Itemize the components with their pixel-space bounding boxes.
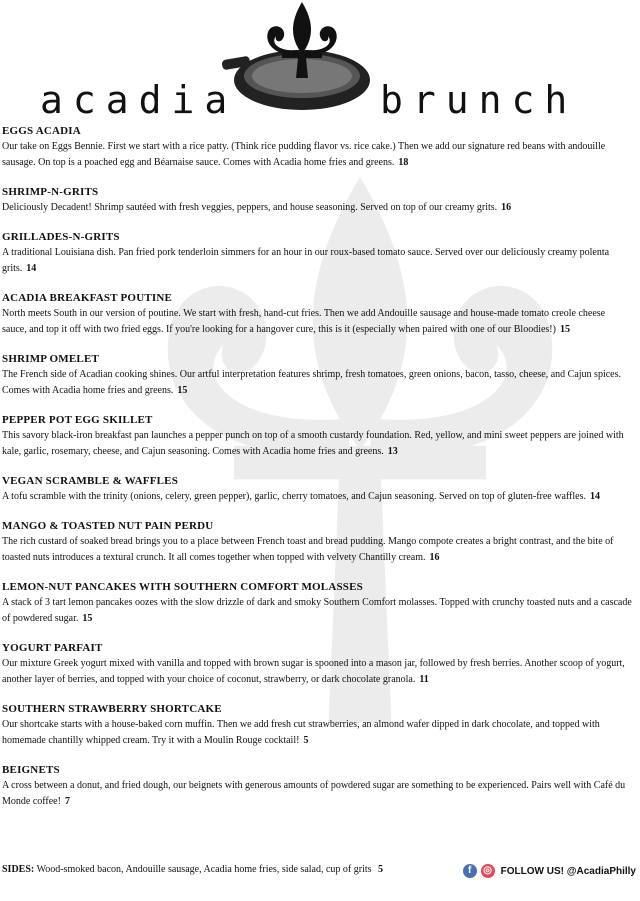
item-price: 5	[303, 735, 309, 746]
item-price: 14	[589, 491, 600, 502]
item-desc	[2, 656, 632, 688]
item-desc	[2, 428, 632, 460]
item-price: 15	[177, 385, 188, 396]
item-desc	[2, 534, 632, 566]
item-name: MANGO & TOASTED NUT PAIN PERDU	[2, 520, 214, 532]
menu-footer	[2, 864, 638, 884]
item-name: VEGAN SCRAMBLE & WAFFLES	[2, 475, 179, 487]
instagram-icon[interactable]	[481, 864, 495, 878]
instagram-glyph: ◎	[483, 865, 493, 876]
item-description: This savory black-iron breakfast pan launches a pepper punch on top of a smooth custardy foundation. Red, yellow, and mini sweet peppers are joined with kale, garlic, rosemary, cheese, and Cajun seasoning. Comes with Acadia home fries and greens.	[2, 430, 624, 457]
item-name: PEPPER POT EGG SKILLET	[2, 414, 153, 426]
facebook-icon[interactable]	[463, 864, 477, 878]
menu-list	[2, 124, 632, 824]
menu-header	[0, 0, 640, 122]
item-price: 13	[387, 446, 398, 457]
item-price: 11	[419, 674, 429, 685]
item-desc	[2, 595, 632, 627]
item-name: GRILLADES-N-GRITS	[2, 231, 120, 243]
item-description: The French side of Acadian cooking shines. Our artful interpretation features shrimp, fresh tomatoes, green onions, bacon, tasso, cheese, and Cajun spices. Comes with Acadia home fries and greens.	[2, 369, 621, 396]
sides-text: Wood-smoked bacon, Andouille sausage, Acadia home fries, side salad, cup of grits	[36, 864, 372, 875]
item-name: BEIGNETS	[2, 764, 60, 776]
menu-item	[2, 763, 632, 810]
social-links	[463, 864, 636, 878]
skillet-fleur-logo	[222, 0, 382, 122]
menu-item	[2, 185, 632, 216]
item-name: LEMON-NUT PANCAKES WITH SOUTHERN COMFORT MOLASSES	[2, 581, 363, 593]
item-desc	[2, 778, 632, 810]
menu-item	[2, 580, 632, 627]
menu-item	[2, 352, 632, 399]
item-price: 16	[501, 202, 512, 213]
item-description: North meets South in our version of poutine. We start with fresh, hand-cut fries. Then we add Andouille sausage and house-made tomato creole cheese sauce, and top it off with two fried eggs. If you're looking for a hangover cure, this is it (especially when paired with one of our Bloodies!)	[2, 308, 606, 335]
item-description: A tofu scramble with the trinity (onions, celery, green pepper), garlic, cherry tomatoes, and Cajun seasoning. Served on top of gluten-free waffles.	[2, 491, 586, 502]
item-name: EGGS ACADIA	[2, 125, 81, 137]
sides-price: 5	[378, 864, 384, 875]
item-name: SHRIMP-N-GRITS	[2, 186, 99, 198]
item-price: 7	[64, 796, 70, 807]
item-desc	[2, 139, 632, 171]
follow-us-text: FOLLOW US! @AcadiaPhilly	[500, 865, 636, 877]
item-description: Our shortcake starts with a house-baked corn muffin. Then we add fresh cut strawberries, an almond wafer dipped in dark chocolate, and topped with homemade chantilly whipped cream. Try it with a Moulin Rouge cocktail!	[2, 719, 600, 746]
sides-label: SIDES:	[2, 864, 35, 875]
item-desc	[2, 489, 632, 505]
item-desc	[2, 717, 632, 749]
menu-item	[2, 291, 632, 338]
item-description: A traditional Louisiana dish. Pan fried pork tenderloin simmers for an hour in our roux-based tomato sauce. Served over our deliciously creamy polenta grits.	[2, 247, 610, 274]
item-price: 18	[398, 157, 409, 168]
item-description: Our take on Eggs Bennie. First we start with a rice patty. (Think rice pudding flavor vs. rice cake.) Then we add our signature red beans with andouille sausage. On top is a poached egg and Béarnaise sauce. Comes with Acadia home fries and greens.	[2, 141, 606, 168]
item-price: 14	[26, 263, 37, 274]
item-price: 16	[429, 552, 440, 563]
menu-item	[2, 519, 632, 566]
menu-item	[2, 124, 632, 171]
item-description: The rich custard of soaked bread brings you to a place between French toast and bread pudding. Mango compote creates a bright contrast, and the bite of toasted nuts introduces a textural crunch. It all comes together when topped with velvety Chantilly cream.	[2, 536, 614, 563]
menu-item	[2, 641, 632, 688]
menu-item	[2, 702, 632, 749]
title-acadia: acadia	[40, 78, 238, 122]
item-desc	[2, 367, 632, 399]
item-name: SHRIMP OMELET	[2, 353, 100, 365]
menu-item	[2, 413, 632, 460]
item-desc	[2, 200, 632, 216]
item-name: YOGURT PARFAIT	[2, 642, 103, 654]
item-desc	[2, 306, 632, 338]
title-brunch: brunch	[380, 78, 578, 122]
item-desc	[2, 245, 632, 277]
menu-item	[2, 230, 632, 277]
item-name: ACADIA BREAKFAST POUTINE	[2, 292, 173, 304]
item-description: Deliciously Decadent! Shrimp sautéed with fresh veggies, peppers, and house seasoning. Served on top of our creamy grits.	[2, 202, 498, 213]
facebook-glyph: f	[468, 865, 472, 876]
item-description: Our mixture Greek yogurt mixed with vanilla and topped with brown sugar is spooned into a mason jar, followed by fresh berries. Another scoop of yogurt, another layer of berries, and topped with your choice of coconut, strawberry, or dark chocolate granola.	[2, 658, 625, 685]
item-name: SOUTHERN STRAWBERRY SHORTCAKE	[2, 703, 222, 715]
item-price: 15	[559, 324, 570, 335]
item-price: 15	[82, 613, 93, 624]
item-description: A cross between a donut, and fried dough, our beignets with generous amounts of powdered sugar are something to be experienced. Pairs well with Café du Monde coffee!	[2, 780, 626, 807]
item-description: A stack of 3 tart lemon pancakes oozes with the slow drizzle of dark and smoky Southern Comfort molasses. Topped with crunchy toasted nuts and a cascade of powdered sugar.	[2, 597, 632, 624]
menu-item	[2, 474, 632, 505]
